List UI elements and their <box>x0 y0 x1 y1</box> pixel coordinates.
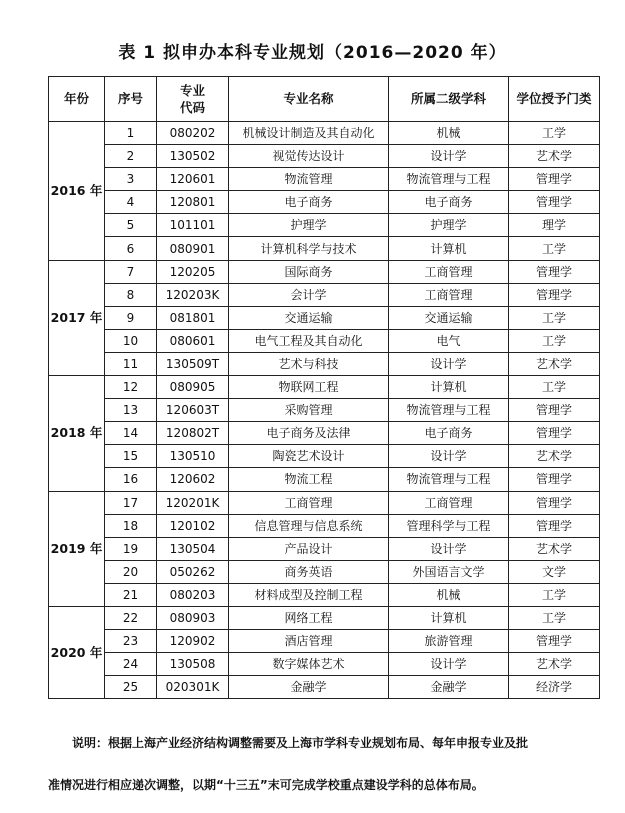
seq-cell: 15 <box>105 445 157 468</box>
seq-cell: 5 <box>105 214 157 237</box>
header-code-line2: 代码 <box>179 100 205 115</box>
name-cell: 会计学 <box>229 283 389 306</box>
table-body <box>49 122 600 699</box>
category-cell: 管理学 <box>509 630 600 653</box>
dept-cell: 物流管理与工程 <box>389 468 509 491</box>
dept-cell: 设计学 <box>389 445 509 468</box>
name-cell: 物联网工程 <box>229 376 389 399</box>
code-cell: 120205 <box>157 260 229 283</box>
header-seq: 序号 <box>105 77 157 122</box>
dept-cell: 计算机 <box>389 606 509 629</box>
code-cell: 081801 <box>157 306 229 329</box>
category-cell: 文学 <box>509 560 600 583</box>
seq-cell: 20 <box>105 560 157 583</box>
code-cell: 020301K <box>157 676 229 699</box>
code-cell: 080901 <box>157 237 229 260</box>
name-cell: 交通运输 <box>229 306 389 329</box>
seq-cell: 24 <box>105 653 157 676</box>
seq-cell: 1 <box>105 122 157 145</box>
category-cell: 工学 <box>509 306 600 329</box>
table-row <box>49 237 600 260</box>
category-cell: 管理学 <box>509 260 600 283</box>
seq-cell: 10 <box>105 329 157 352</box>
table-row <box>49 214 600 237</box>
seq-cell: 13 <box>105 399 157 422</box>
seq-cell: 7 <box>105 260 157 283</box>
category-cell: 工学 <box>509 583 600 606</box>
name-cell: 物流工程 <box>229 468 389 491</box>
code-cell: 130509T <box>157 352 229 375</box>
name-cell: 网络工程 <box>229 606 389 629</box>
code-cell: 101101 <box>157 214 229 237</box>
category-cell: 管理学 <box>509 168 600 191</box>
seq-cell: 22 <box>105 606 157 629</box>
category-cell: 艺术学 <box>509 445 600 468</box>
seq-cell: 17 <box>105 491 157 514</box>
dept-cell: 护理学 <box>389 214 509 237</box>
name-cell: 视觉传达设计 <box>229 145 389 168</box>
category-cell: 管理学 <box>509 491 600 514</box>
code-cell: 120601 <box>157 168 229 191</box>
dept-cell: 计算机 <box>389 237 509 260</box>
code-cell: 080905 <box>157 376 229 399</box>
table-row <box>49 191 600 214</box>
header-category: 学位授予门类 <box>509 77 600 122</box>
category-cell: 工学 <box>509 329 600 352</box>
dept-cell: 旅游管理 <box>389 630 509 653</box>
header-code <box>157 77 229 122</box>
code-cell: 080203 <box>157 583 229 606</box>
category-cell: 艺术学 <box>509 653 600 676</box>
table-row <box>49 676 600 699</box>
table-row <box>49 630 600 653</box>
name-cell: 电气工程及其自动化 <box>229 329 389 352</box>
seq-cell: 21 <box>105 583 157 606</box>
table-row <box>49 376 600 399</box>
header-name: 专业名称 <box>229 77 389 122</box>
name-cell: 国际商务 <box>229 260 389 283</box>
dept-cell: 电子商务 <box>389 191 509 214</box>
code-cell: 120801 <box>157 191 229 214</box>
dept-cell: 工商管理 <box>389 283 509 306</box>
code-cell: 120802T <box>157 422 229 445</box>
dept-cell: 外国语言文学 <box>389 560 509 583</box>
category-cell: 工学 <box>509 606 600 629</box>
dept-cell: 管理科学与工程 <box>389 514 509 537</box>
table-row <box>49 537 600 560</box>
category-cell: 管理学 <box>509 191 600 214</box>
seq-cell: 18 <box>105 514 157 537</box>
name-cell: 机械设计制造及其自动化 <box>229 122 389 145</box>
seq-cell: 11 <box>105 352 157 375</box>
table-row <box>49 122 600 145</box>
category-cell: 工学 <box>509 237 600 260</box>
table-row <box>49 560 600 583</box>
code-cell: 050262 <box>157 560 229 583</box>
table-title: 表 1 拟申办本科专业规划（2016—2020 年） <box>118 43 507 63</box>
seq-cell: 25 <box>105 676 157 699</box>
category-cell: 管理学 <box>509 514 600 537</box>
dept-cell: 工商管理 <box>389 260 509 283</box>
explanatory-note <box>48 722 600 806</box>
name-cell: 护理学 <box>229 214 389 237</box>
category-cell: 工学 <box>509 376 600 399</box>
table-row <box>49 422 600 445</box>
seq-cell: 19 <box>105 537 157 560</box>
dept-cell: 交通运输 <box>389 306 509 329</box>
year-cell-2016: 2016 年 <box>49 122 105 261</box>
year-cell-2017: 2017 年 <box>49 260 105 375</box>
seq-cell: 16 <box>105 468 157 491</box>
year-cell-2019: 2019 年 <box>49 491 105 606</box>
category-cell: 工学 <box>509 122 600 145</box>
name-cell: 数字媒体艺术 <box>229 653 389 676</box>
table-row <box>49 468 600 491</box>
code-cell: 080903 <box>157 606 229 629</box>
dept-cell: 电子商务 <box>389 422 509 445</box>
name-cell: 艺术与科技 <box>229 352 389 375</box>
code-cell: 120602 <box>157 468 229 491</box>
table-row <box>49 606 600 629</box>
dept-cell: 设计学 <box>389 653 509 676</box>
year-cell-2020: 2020 年 <box>49 606 105 698</box>
name-cell: 工商管理 <box>229 491 389 514</box>
header-row <box>49 77 600 122</box>
category-cell: 管理学 <box>509 283 600 306</box>
table-row <box>49 329 600 352</box>
name-cell: 材料成型及控制工程 <box>229 583 389 606</box>
code-cell: 130508 <box>157 653 229 676</box>
code-cell: 120203K <box>157 283 229 306</box>
name-cell: 产品设计 <box>229 537 389 560</box>
seq-cell: 4 <box>105 191 157 214</box>
header-code-line1: 专业 <box>179 83 205 98</box>
name-cell: 陶瓷艺术设计 <box>229 445 389 468</box>
table-row <box>49 283 600 306</box>
table-row <box>49 445 600 468</box>
name-cell: 金融学 <box>229 676 389 699</box>
code-cell: 130504 <box>157 537 229 560</box>
name-cell: 物流管理 <box>229 168 389 191</box>
category-cell: 经济学 <box>509 676 600 699</box>
category-cell: 管理学 <box>509 468 600 491</box>
name-cell: 采购管理 <box>229 399 389 422</box>
code-cell: 130510 <box>157 445 229 468</box>
seq-cell: 8 <box>105 283 157 306</box>
table-row <box>49 491 600 514</box>
code-cell: 120603T <box>157 399 229 422</box>
category-cell: 管理学 <box>509 399 600 422</box>
code-cell: 120902 <box>157 630 229 653</box>
name-cell: 商务英语 <box>229 560 389 583</box>
table-row <box>49 145 600 168</box>
name-cell: 信息管理与信息系统 <box>229 514 389 537</box>
seq-cell: 23 <box>105 630 157 653</box>
table-row <box>49 399 600 422</box>
table-row <box>49 653 600 676</box>
note-line-2: 准情况进行相应递次调整，以期“十三五”末可完成学校重点建设学科的总体布局。 <box>48 778 484 792</box>
seq-cell: 9 <box>105 306 157 329</box>
name-cell: 酒店管理 <box>229 630 389 653</box>
dept-cell: 设计学 <box>389 145 509 168</box>
code-cell: 080202 <box>157 122 229 145</box>
dept-cell: 机械 <box>389 122 509 145</box>
dept-cell: 计算机 <box>389 376 509 399</box>
year-cell-2018: 2018 年 <box>49 376 105 491</box>
header-year: 年份 <box>49 77 105 122</box>
seq-cell: 3 <box>105 168 157 191</box>
code-cell: 130502 <box>157 145 229 168</box>
dept-cell: 机械 <box>389 583 509 606</box>
dept-cell: 设计学 <box>389 537 509 560</box>
seq-cell: 12 <box>105 376 157 399</box>
table-header <box>49 77 600 122</box>
dept-cell: 物流管理与工程 <box>389 168 509 191</box>
code-cell: 120201K <box>157 491 229 514</box>
note-line-1: 说明：根据上海产业经济结构调整需要及上海市学科专业规划布局、每年申报专业及批 <box>72 736 529 750</box>
seq-cell: 14 <box>105 422 157 445</box>
code-cell: 120102 <box>157 514 229 537</box>
table-row <box>49 514 600 537</box>
major-plan-table <box>48 76 600 699</box>
category-cell: 艺术学 <box>509 537 600 560</box>
table-row <box>49 583 600 606</box>
table-row <box>49 168 600 191</box>
dept-cell: 物流管理与工程 <box>389 399 509 422</box>
category-cell: 艺术学 <box>509 145 600 168</box>
name-cell: 电子商务及法律 <box>229 422 389 445</box>
header-dept: 所属二级学科 <box>389 77 509 122</box>
seq-cell: 6 <box>105 237 157 260</box>
dept-cell: 设计学 <box>389 352 509 375</box>
code-cell: 080601 <box>157 329 229 352</box>
category-cell: 理学 <box>509 214 600 237</box>
seq-cell: 2 <box>105 145 157 168</box>
table-row <box>49 260 600 283</box>
name-cell: 电子商务 <box>229 191 389 214</box>
name-cell: 计算机科学与技术 <box>229 237 389 260</box>
dept-cell: 工商管理 <box>389 491 509 514</box>
category-cell: 艺术学 <box>509 352 600 375</box>
category-cell: 管理学 <box>509 422 600 445</box>
table-row <box>49 352 600 375</box>
dept-cell: 电气 <box>389 329 509 352</box>
dept-cell: 金融学 <box>389 676 509 699</box>
table-row <box>49 306 600 329</box>
